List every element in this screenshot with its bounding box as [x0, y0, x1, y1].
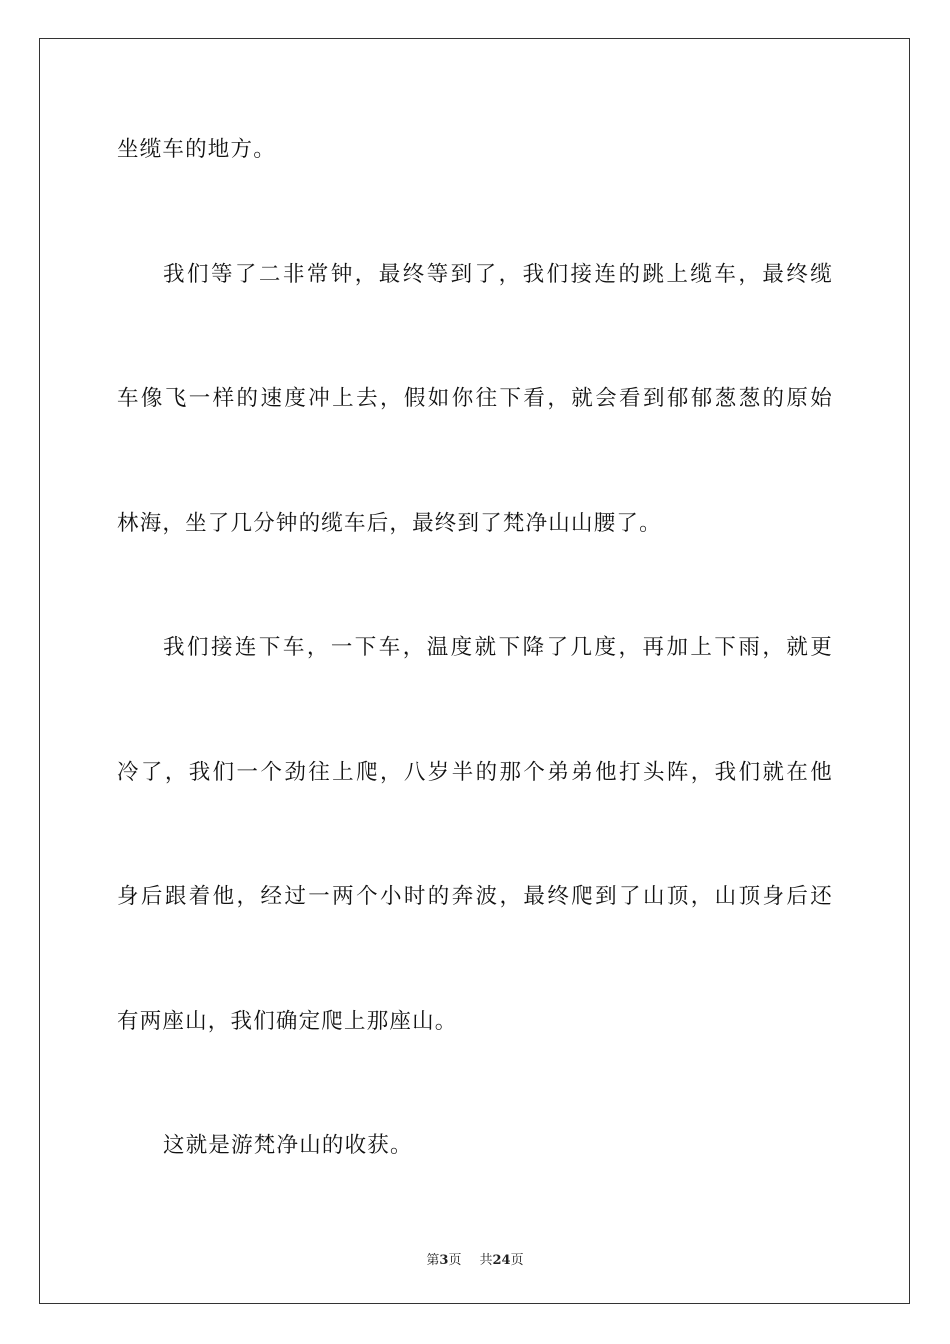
text-line-9: 这就是游梵净山的收获。 [163, 1133, 413, 1158]
page-number: 3 [439, 1253, 449, 1268]
text-line-6: 冷了，我们一个劲往上爬，八岁半的那个弟弟他打头阵，我们就在他 [117, 760, 833, 785]
text-line-5: 我们接连下车，一下车，温度就下降了几度，再加上下雨，就更 [163, 635, 833, 660]
text-line-1: 坐缆车的地方。 [117, 137, 276, 162]
total-prefix: 共 [479, 1253, 493, 1268]
text-line-3: 车像飞一样的速度冲上去，假如你往下看，就会看到郁郁葱葱的原始 [117, 386, 833, 411]
page-prefix: 第 [426, 1253, 440, 1268]
page-frame [39, 38, 910, 1304]
page-suffix: 页 [448, 1253, 462, 1268]
total-pages: 24 [492, 1253, 511, 1268]
text-line-7: 身后跟着他，经过一两个小时的奔波，最终爬到了山顶，山顶身后还 [117, 884, 833, 909]
text-line-8: 有两座山，我们确定爬上那座山。 [117, 1009, 458, 1034]
page-footer [0, 1249, 950, 1268]
text-line-4: 林海，坐了几分钟的缆车后，最终到了梵净山山腰了。 [117, 511, 662, 536]
text-line-2: 我们等了二非常钟，最终等到了，我们接连的跳上缆车，最终缆 [163, 262, 833, 287]
total-suffix: 页 [510, 1253, 524, 1268]
